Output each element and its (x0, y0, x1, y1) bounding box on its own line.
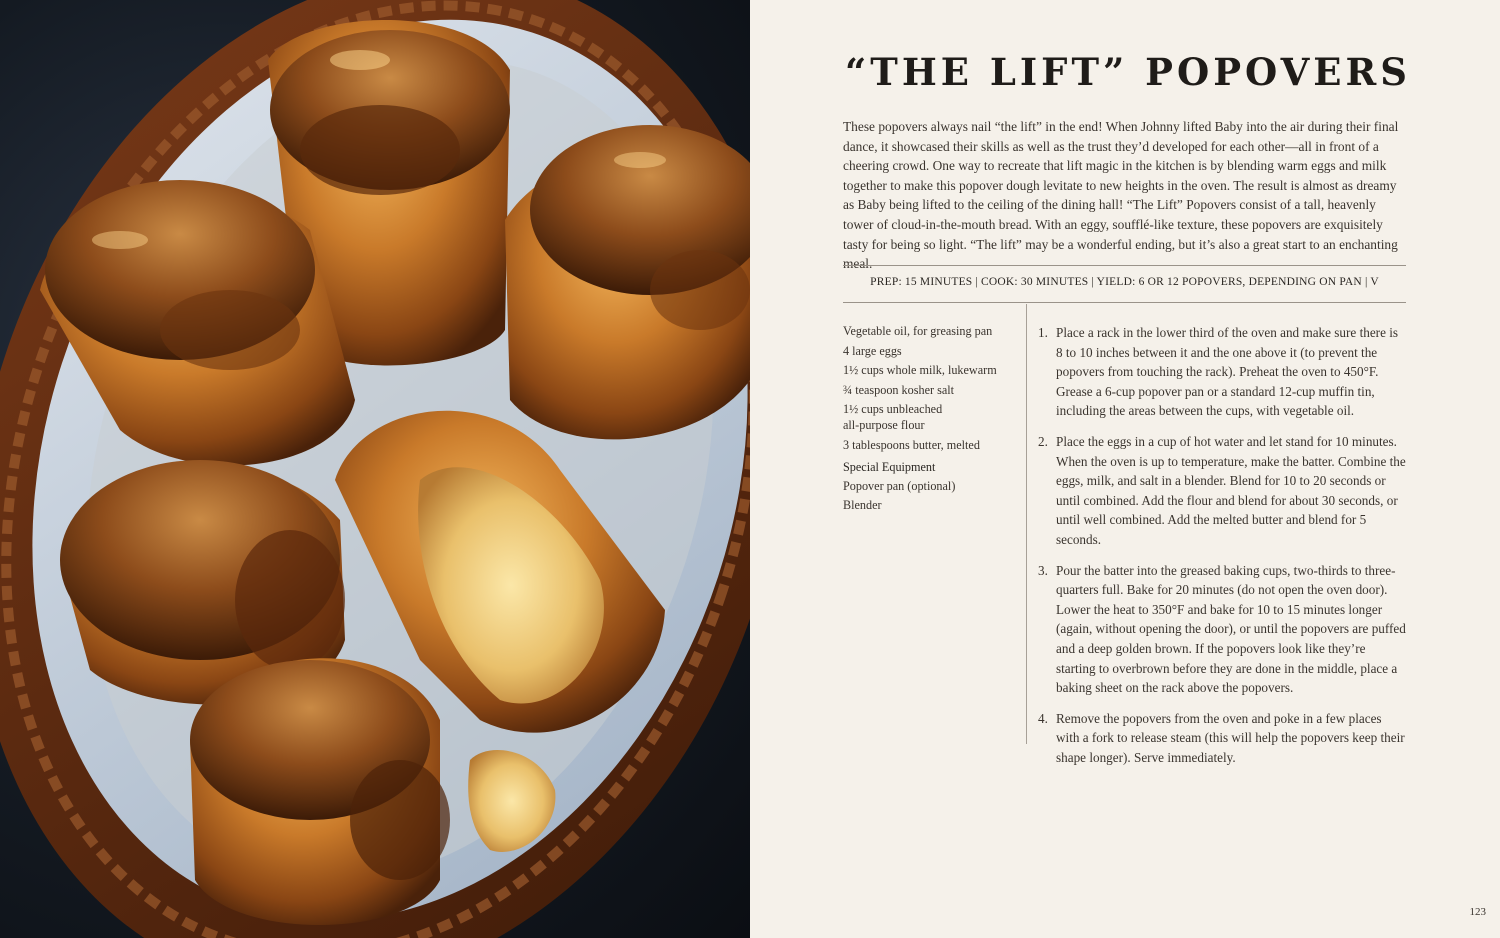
instruction-step (1036, 323, 1406, 421)
step-number: 1. (1038, 325, 1048, 340)
step-number: 2. (1038, 433, 1048, 449)
step-text: Place the eggs in a cup of hot water and let stand for 10 minutes. When the oven is up to temperature, make the batter. Combine the eggs, milk, and salt in a blender. Blend for 10 to 20 seconds or until combined. Add the flour and blend for about 30 seconds, or until well combined. Add the melted butter and blend for 5 seconds. (1056, 433, 1406, 547)
recipe-page (750, 0, 1500, 938)
recipe-meta: PREP: 15 MINUTES | COOK: 30 MINUTES | YIELD: 6 OR 12 POPOVERS, DEPENDING ON PAN | V (870, 276, 1379, 288)
step-text: Place a rack in the lower third of the oven and make sure there is 8 to 10 inches between it and the one above it (to prevent the popovers from touching the rack). Preheat the oven to 450°F. Grease a 6-cup popover pan or a standard 12-cup muffin tin, including the areas between the cups, with vegetable oil. (1056, 325, 1399, 419)
recipe-intro: These popovers always nail “the lift” in the end! When Johnny lifted Baby into the air during their final dance, it showcased their skills as well as the trust they’d developed for each other—all in front of a cheering crowd. One way to recreate that lift magic in the kitchen is by blending warm eggs and milk together to make this popover dough levitate to new heights in the oven. The result is almost as dreamy as Baby being lifted to the ceiling of the dining hall! “The Lift” Popovers consist of a tall, heavenly tower of cloud-in-the-mouth bread. With an eggy, soufflé-like texture, these popovers are exquisitely tasty for being so light. “The lift” may be a wonderful ending, but it’s also a great start to an enchanting meal. (843, 119, 1399, 272)
ingredient-item: 4 large eggs (843, 343, 902, 358)
step-number: 4. (1038, 710, 1048, 726)
instructions-list (1036, 323, 1406, 778)
step-text: Pour the batter into the greased baking cups, two-thirds to three-quarters full. Bake for 20 minutes (do not open the oven door). Lower the heat to 350°F and bake for 10 to 15 minutes longer (again, without opening the door), or until the popovers are puffed and a deep golden brown. If the popovers look like they’re starting to overbrown before they are done in the middle, place a baking sheet on the rack above the popovers. (1056, 562, 1406, 696)
ingredient-item: Vegetable oil, for greasing pan (843, 324, 993, 338)
instruction-step (1036, 561, 1406, 698)
page-number: 123 (1469, 906, 1486, 918)
equipment-item: Blender (843, 498, 882, 512)
meta-bottom-rule (843, 302, 1406, 303)
step-number: 3. (1038, 562, 1048, 578)
column-divider (1026, 304, 1027, 744)
equipment-heading: Special Equipment (843, 459, 936, 474)
step-text: Remove the popovers from the oven and poke in a few places with a fork to release steam (this will help the popovers keep their shape longer). Serve immediately. (1056, 710, 1405, 765)
ingredient-item: ¾ teaspoon kosher salt (843, 382, 955, 397)
instruction-step (1036, 432, 1406, 550)
ingredient-item: 1½ cups whole milk, lukewarm (843, 363, 997, 377)
recipe-title: “THE LIFT” POPOVERS (845, 50, 1411, 94)
ingredients-list (843, 323, 1013, 517)
meta-top-rule (843, 265, 1406, 266)
ingredient-item: 3 tablespoons butter, melted (843, 437, 980, 452)
ingredient-item: 1½ cups unbleached all-purpose flour (843, 402, 943, 432)
equipment-item: Popover pan (optional) (843, 478, 956, 493)
instruction-step (1036, 709, 1406, 768)
